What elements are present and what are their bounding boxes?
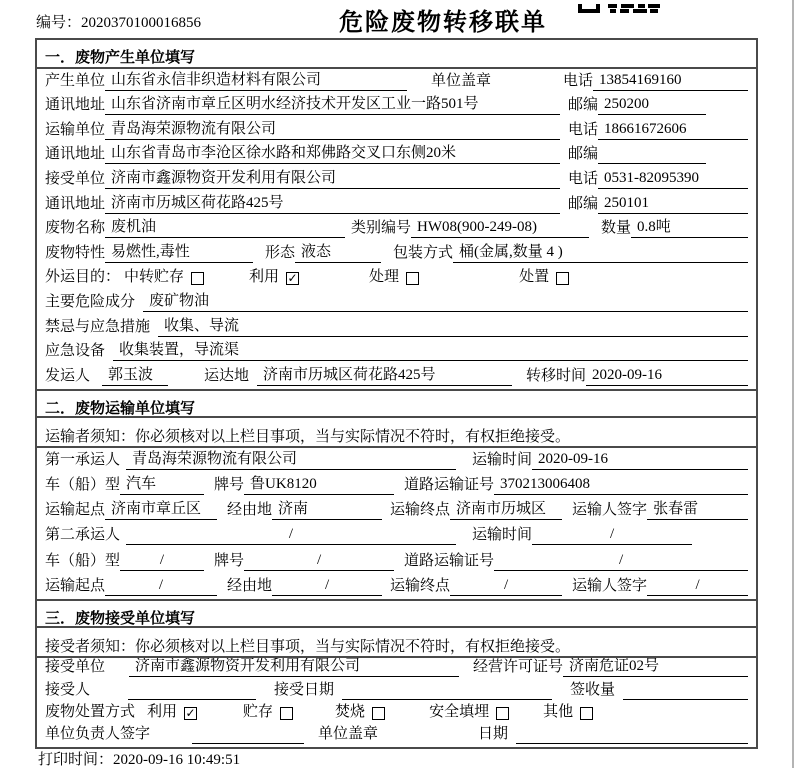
route-start-label: 运输起点: [45, 577, 106, 594]
dispatcher-value: 郭玉波: [102, 366, 168, 386]
row-route-2: [37, 574, 756, 599]
row-first-carrier: [37, 448, 756, 473]
address-label: 通讯地址: [45, 97, 106, 114]
zip-label: 邮编: [568, 146, 599, 163]
receiver-zip-value: 250101: [598, 194, 748, 214]
producer-label: 产生单位: [45, 72, 106, 89]
section-receiver: [37, 599, 756, 748]
vehicle-type-value: 汽车: [120, 475, 204, 495]
date-value: [516, 725, 748, 744]
acceptor-label: 接受人: [45, 681, 91, 698]
route-end-value: /: [450, 576, 562, 596]
packing-value: 桶(金属,数量 4 ): [453, 243, 748, 263]
received-qty-value: [623, 681, 748, 700]
emergency-value: 收集、导流: [158, 317, 748, 337]
zip-label: 邮编: [568, 97, 599, 114]
route-end-value: 济南市历城区: [450, 500, 562, 520]
receiver-label: 接受单位: [45, 170, 106, 187]
transporter-phone-value: 18661672606: [598, 120, 748, 140]
option-incinerate-label: 焚烧: [335, 704, 366, 721]
transport-time-label: 运输时间: [472, 451, 533, 468]
route-via-value: 济南: [272, 500, 382, 520]
quantity-value: 0.8吨: [631, 218, 748, 238]
checkbox-recycle: [286, 272, 299, 285]
carrier-signature-value: /: [647, 576, 748, 596]
phone-label: 电话: [568, 121, 599, 138]
producer-address-value: 山东省济南市章丘区明水经济技术开发区工业一路501号: [105, 95, 560, 115]
row-disposal-method: [37, 703, 756, 725]
route-end-label: 运输终点: [390, 502, 451, 519]
row-receiver: [37, 167, 756, 192]
destination-value: 济南市历城区荷花路425号: [257, 366, 512, 386]
transport-time-label: 运输时间: [472, 527, 533, 544]
quantity-label: 数量: [601, 220, 632, 237]
transporter-label: 运输单位: [45, 121, 106, 138]
row-transporter-address: [37, 143, 756, 168]
route-end-label: 运输终点: [390, 577, 451, 594]
option-recycle-label: 利用: [249, 269, 280, 286]
plate-value: 鲁UK8120: [244, 475, 394, 495]
seal-label: 单位盖章: [431, 72, 492, 89]
option-dispose-label: 处置: [519, 269, 550, 286]
manifest-form-table: [35, 38, 758, 749]
row-emergency-measures: [37, 315, 756, 340]
vehicle-type-label: 车（船）型: [45, 477, 121, 494]
checkbox-store: [280, 707, 293, 720]
checkbox-mark: ✓: [287, 271, 298, 286]
checkbox-recycle: [184, 707, 197, 720]
option-store-label: 贮存: [243, 704, 274, 721]
equipment-value: 收集装置，导流渠: [113, 341, 748, 361]
transporter-value: 青岛海荣源物流有限公司: [105, 120, 560, 140]
transport-time-value: 2020-09-16: [532, 450, 748, 470]
row-second-carrier: [37, 523, 756, 548]
producer-phone-value: 13854169160: [593, 71, 748, 91]
carrier-signature-label: 运输人签字: [572, 502, 648, 519]
row-receiver-address: [37, 192, 756, 217]
row-dispatch: [37, 364, 756, 389]
route-start-value: /: [105, 576, 217, 596]
route-via-value: /: [272, 576, 382, 596]
phone-label: 电话: [568, 170, 599, 187]
row-transfer-purpose: [37, 266, 756, 291]
plate-label: 牌号: [214, 552, 245, 569]
road-permit-label: 道路运输证号: [404, 477, 495, 494]
date-label: 日期: [478, 726, 509, 743]
row-transporter: [37, 118, 756, 143]
plate-label: 牌号: [214, 477, 245, 494]
responsible-signature-value: [192, 725, 304, 744]
form-label: 形态: [265, 244, 296, 261]
carrier-signature-label: 运输人签字: [572, 577, 648, 594]
purpose-label: 外运目的：: [45, 269, 121, 286]
document-header: [0, 0, 796, 38]
waste-code-label: 类别编号: [351, 220, 412, 237]
page-edge-line: [792, 0, 794, 768]
option-recycle-label: 利用: [147, 704, 178, 721]
row-receive-unit: [37, 658, 756, 680]
option-transfer-storage-label: 中转贮存: [124, 269, 185, 286]
row-producer: [37, 69, 756, 94]
option-treat-label: 处理: [369, 269, 400, 286]
business-permit-label: 经营许可证号: [473, 659, 564, 676]
equipment-label: 应急设备: [45, 343, 106, 360]
route-via-label: 经由地: [227, 502, 273, 519]
address-label: 通讯地址: [45, 146, 106, 163]
road-permit-label: 道路运输证号: [404, 552, 495, 569]
accept-date-label: 接受日期: [274, 681, 335, 698]
row-vehicle-2: [37, 548, 756, 573]
destination-label: 运达地: [204, 367, 250, 384]
checkbox-landfill: [496, 707, 509, 720]
section3-header: 三．废物接受单位填写: [37, 599, 756, 628]
row-vehicle-1: [37, 473, 756, 498]
transporter-notice: 运输者须知：你必须核对以上栏目事项，当与实际情况不符时，有权拒绝接受。: [37, 418, 756, 448]
producer-zip-value: 250200: [598, 95, 706, 115]
receiver-address-value: 济南市历城区荷花路425号: [105, 194, 560, 214]
row-producer-address: [37, 94, 756, 119]
transport-time-value: /: [532, 525, 692, 545]
receive-unit-value: 济南市鑫源物资开发利用有限公司: [129, 658, 459, 677]
print-time: [38, 748, 240, 768]
receiver-phone-value: 0531-82095390: [598, 169, 748, 189]
route-start-value: 济南市章丘区: [105, 500, 217, 520]
print-time-value: 2020-09-16 10:49:51: [113, 752, 241, 768]
business-permit-value: 济南危证02号: [563, 658, 748, 677]
option-landfill-label: 安全填埋: [429, 704, 490, 721]
checkbox-mark: ✓: [185, 706, 196, 721]
section1-header: 一．废物产生单位填写: [37, 40, 756, 69]
row-route-1: [37, 498, 756, 523]
disposal-method-label: 废物处置方式: [45, 704, 136, 721]
transporter-address-value: 山东省青岛市李沧区徐水路和郑佛路交叉口东侧20米: [105, 144, 560, 164]
producer-value: 山东省永信非织造材料有限公司: [105, 71, 407, 91]
qr-code-icon: [578, 0, 660, 9]
hazard-value: 废矿物油: [143, 292, 748, 312]
checkbox-transfer-storage: [191, 272, 204, 285]
row-waste-name: [37, 217, 756, 242]
section-producer: [37, 40, 756, 389]
responsible-signature-label: 单位负责人签字: [45, 726, 151, 743]
checkbox-dispose: [556, 272, 569, 285]
option-other-label: 其他: [543, 704, 574, 721]
road-permit-value: 370213006408: [494, 475, 748, 495]
row-waste-traits: [37, 241, 756, 266]
print-time-label: 打印时间：: [38, 752, 114, 768]
transfer-time-label: 转移时间: [526, 367, 587, 384]
waste-name-value: 废机油: [105, 218, 345, 238]
acceptor-value: [128, 681, 256, 700]
packing-label: 包装方式: [393, 244, 454, 261]
checkbox-other: [580, 707, 593, 720]
phone-label: 电话: [563, 72, 594, 89]
emergency-label: 禁忌与应急措施: [45, 318, 151, 335]
waste-code-value: HW08(900-249-08): [411, 218, 589, 238]
receive-unit-label: 接受单位: [45, 659, 106, 676]
vehicle-type-label: 车（船）型: [45, 552, 121, 569]
traits-label: 废物特性: [45, 244, 106, 261]
route-start-label: 运输起点: [45, 502, 106, 519]
zip-label: 邮编: [568, 195, 599, 212]
received-qty-label: 签收量: [570, 681, 616, 698]
row-responsible-signature: [37, 725, 756, 747]
receiver-notice: 接受者须知：你必须核对以上栏目事项，当与实际情况不符时，有权拒绝接受。: [37, 628, 756, 658]
serial-value: 2020370100016856: [81, 15, 202, 31]
first-carrier-value: 青岛海荣源物流有限公司: [126, 450, 456, 470]
section-transporter: [37, 389, 756, 599]
waste-name-label: 废物名称: [45, 220, 106, 237]
receiver-value: 济南市鑫源物资开发利用有限公司: [105, 169, 560, 189]
checkbox-treat: [406, 272, 419, 285]
second-carrier-value: /: [126, 525, 456, 545]
hazard-label: 主要危险成分: [45, 293, 136, 310]
plate-value: /: [244, 551, 394, 571]
transfer-time-value: 2020-09-16: [586, 366, 748, 386]
page-title: 危险废物转移联单: [339, 9, 547, 36]
row-acceptor: [37, 680, 756, 702]
traits-value: 易燃性,毒性: [105, 243, 253, 263]
carrier-signature-value: 张春雷: [647, 500, 748, 520]
address-label: 通讯地址: [45, 195, 106, 212]
route-via-label: 经由地: [227, 577, 273, 594]
row-emergency-equipment: [37, 340, 756, 365]
serial-label: 编号：: [36, 15, 82, 31]
section2-header: 二．废物运输单位填写: [37, 389, 756, 418]
accept-date-value: [342, 681, 552, 700]
vehicle-type-value: /: [120, 551, 204, 571]
form-value: 液态: [295, 243, 381, 263]
transporter-zip-value: [598, 145, 706, 164]
unit-seal-label: 单位盖章: [318, 726, 379, 743]
first-carrier-label: 第一承运人: [45, 451, 121, 468]
checkbox-incinerate: [372, 707, 385, 720]
second-carrier-label: 第二承运人: [45, 527, 121, 544]
road-permit-value: /: [494, 551, 748, 571]
dispatcher-label: 发运人: [45, 367, 91, 384]
row-hazard-components: [37, 290, 756, 315]
